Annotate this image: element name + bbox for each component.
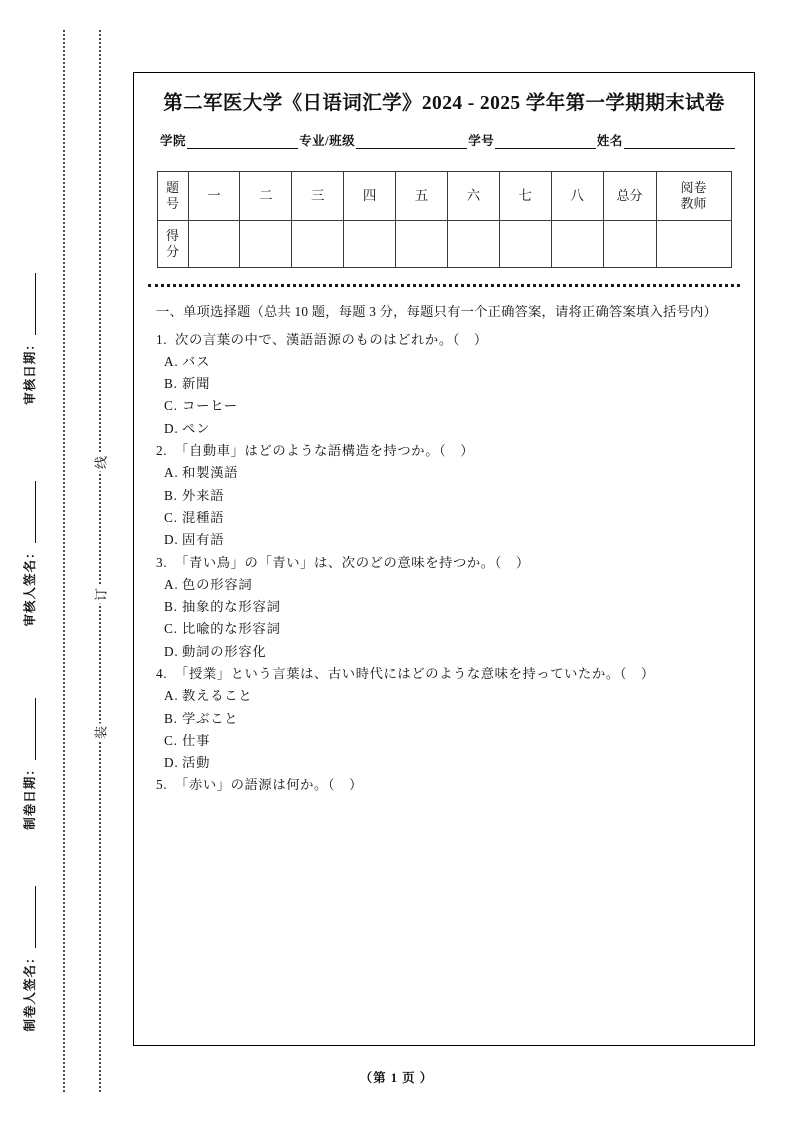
option-text: バス [182,353,211,369]
option-label: C. [164,621,178,637]
question-stem [156,556,732,569]
seal-char-line: 线 [86,454,115,472]
margin-blank-paper-date [35,698,36,760]
score-table-header-row [157,172,731,221]
margin-label-paper-date [20,689,38,839]
question-number: 3. [156,554,168,570]
question-number: 5. [156,777,168,793]
binding-dotted-line-inner [99,30,101,1092]
seal-char-staple: 订 [86,586,115,604]
score-col-1: 一 [188,172,240,221]
option-text: 学ぶこと [182,710,239,726]
score-table-body-row [157,221,731,268]
question-number: 2. [156,443,168,459]
margin-label-author-signature [20,884,38,1034]
question-text: 「自動車」はどのような語構造を持つか。（ ） [175,443,475,459]
score-cell-grader[interactable] [656,221,731,268]
option-text: 色の形容詞 [182,576,253,592]
score-cell-total[interactable] [603,221,656,268]
question-number: 1. [156,331,168,347]
score-cell-3[interactable] [292,221,344,268]
option-label: A. [164,688,179,704]
option-item[interactable] [164,399,732,412]
name-input[interactable] [624,135,735,149]
option-label: C. [164,732,178,748]
option-label: A. [164,465,179,481]
score-col-7: 七 [499,172,551,221]
score-cell-4[interactable] [344,221,396,268]
page-footer: （第 1 页 ） [359,1071,434,1085]
exam-sheet [133,72,755,1046]
score-table-row-label-score [157,221,188,268]
score-label-line2: 分 [165,244,179,259]
question-stem [156,667,732,680]
question-text: 「授業」という言葉は、古い時代にはどのような意味を持っていたか。（ ） [175,665,655,681]
margin-label-review-date-text: 审核日期： [23,337,37,405]
option-text: 抽象的な形容詞 [182,599,281,615]
section-divider [148,284,740,287]
score-col-4: 四 [344,172,396,221]
option-label: C. [164,398,178,414]
question-stem [156,333,732,346]
option-text: ペン [182,420,211,436]
option-text: 新聞 [182,376,211,392]
option-text: 教えること [182,688,253,704]
college-label: 学院 [160,134,187,148]
option-label: D. [164,420,179,436]
binding-margin [0,0,133,1122]
questions-body [156,301,732,792]
option-item[interactable] [164,377,732,390]
option-item[interactable] [164,756,732,769]
option-item[interactable] [164,712,732,725]
grader-label-line1: 阅卷 [680,179,707,195]
college-input[interactable] [187,135,298,149]
question-label-line2: 号 [165,196,179,211]
option-item[interactable] [164,489,732,502]
binding-dotted-line-outer [63,30,65,1092]
option-label: B. [164,376,178,392]
margin-blank-author-signature [35,887,36,949]
score-col-3: 三 [292,172,344,221]
option-label: D. [164,643,179,659]
option-label: B. [164,599,178,615]
option-item[interactable] [164,600,732,613]
option-text: コーヒー [182,398,238,414]
student-id-input[interactable] [495,135,596,149]
margin-label-reviewer-signature [20,479,38,629]
score-table [157,171,732,268]
margin-label-reviewer-signature-text: 审核人签名： [23,545,37,627]
option-text: 比喩的な形容詞 [182,621,281,637]
score-cell-7[interactable] [499,221,551,268]
score-cell-2[interactable] [240,221,292,268]
question-text: 「赤い」の語源は何か。（ ） [175,777,363,793]
score-cell-6[interactable] [447,221,499,268]
option-text: 混種語 [182,509,225,525]
margin-blank-reviewer-signature [35,482,36,544]
score-col-2: 二 [240,172,292,221]
score-col-5: 五 [396,172,448,221]
option-text: 和製漢語 [182,465,239,481]
option-label: C. [164,509,178,525]
margin-blank-review-date [35,273,36,335]
option-text: 仕事 [182,732,211,748]
option-text: 外来語 [182,487,225,503]
option-item[interactable] [164,578,732,591]
question-text: 「青い鳥」の「青い」は、次のどの意味を持つか。（ ） [175,554,530,570]
grader-label-line2: 教师 [680,196,707,211]
margin-label-author-signature-text: 制卷人签名： [23,950,37,1032]
option-text: 動詞の形容化 [182,643,267,659]
option-item[interactable] [164,466,732,479]
score-cell-8[interactable] [551,221,603,268]
margin-label-paper-date-text: 制卷日期： [23,762,37,830]
score-label-line1: 得 [165,227,179,243]
name-label: 姓名 [596,134,623,148]
option-item[interactable] [164,511,732,524]
score-col-6: 六 [447,172,499,221]
seal-char-bind: 装 [86,724,115,742]
option-item[interactable] [164,422,732,435]
score-col-grader [656,172,731,221]
option-text: 固有語 [182,532,225,548]
option-item[interactable] [164,734,732,747]
section-heading: 一、单项选择题（总共 10 题，每题 3 分，每题只有一个正确答案，请将正确答案填入括号内） [156,304,718,319]
student-id-label: 学号 [468,134,495,148]
score-table-row-label-question [157,172,188,221]
student-info-row [160,131,736,149]
option-label: D. [164,532,179,548]
option-label: A. [164,353,179,369]
question-number: 4. [156,665,168,681]
major-class-input[interactable] [356,135,467,149]
question-text: 次の言葉の中で、漢語語源のものはどれか。（ ） [175,331,488,347]
major-class-label: 专业/班级 [299,134,356,148]
score-cell-5[interactable] [396,221,448,268]
question-stem [156,444,732,457]
option-item[interactable] [164,689,732,702]
score-col-total: 总分 [603,172,656,221]
option-label: A. [164,576,179,592]
option-item[interactable] [164,645,732,658]
option-label: B. [164,710,178,726]
question-label-line1: 题 [165,179,179,195]
option-label: D. [164,755,179,771]
option-item[interactable] [164,533,732,546]
margin-label-review-date [20,264,38,414]
page-title: 第二军医大学《日语词汇学》2024 - 2025 学年第一学期期末试卷 [163,93,725,114]
score-cell-1[interactable] [188,221,240,268]
question-stem [156,778,732,791]
option-label: B. [164,487,178,503]
option-text: 活動 [182,755,211,771]
option-item[interactable] [164,355,732,368]
score-col-8: 八 [551,172,603,221]
option-item[interactable] [164,622,732,635]
